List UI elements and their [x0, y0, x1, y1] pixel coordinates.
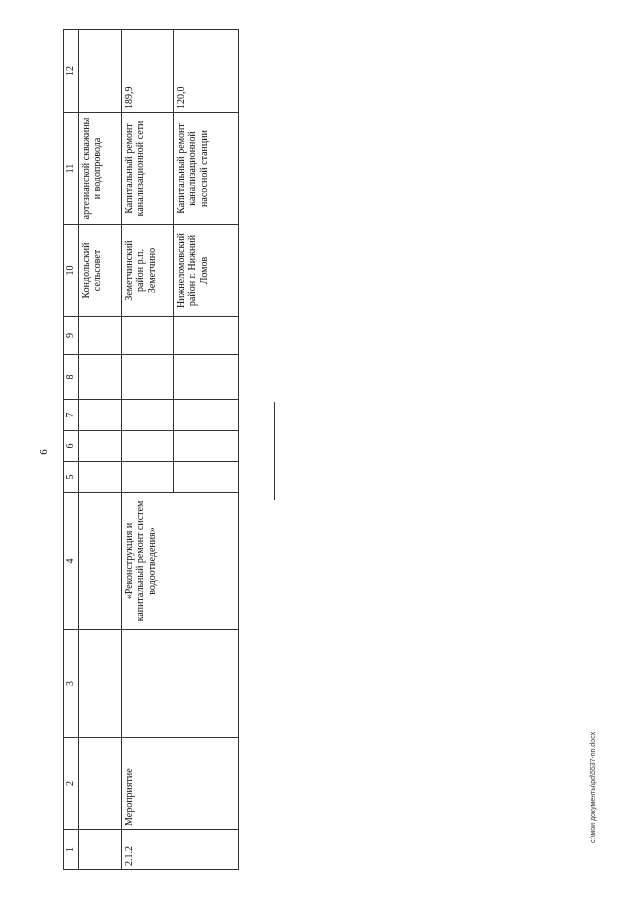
table-row [121, 30, 173, 870]
item-type-cell: Мероприятие [121, 738, 238, 830]
col-num-11: 11 [64, 113, 79, 225]
item-number-cell: 2.1.2 [121, 830, 238, 870]
col-num-10: 10 [64, 225, 79, 317]
col-num-4: 4 [64, 493, 79, 630]
amount-cell: 120,0 [173, 30, 238, 113]
measure-title-cell: «Реконструкция и капитальный ремонт систем водоотведения» [121, 493, 238, 630]
col-num-5: 5 [64, 462, 79, 493]
location-cell: Кондольский сельсовет [78, 225, 121, 317]
rotated-table-wrapper [63, 30, 243, 870]
column-number-row [64, 30, 79, 870]
col-num-3: 3 [64, 630, 79, 738]
measures-table [63, 29, 239, 870]
work-description-cell: артезианской скважины и водопровода [78, 113, 121, 225]
col-num-8: 8 [64, 355, 79, 400]
location-cell: Нижнеломовский район г. Нижний Ломов [173, 225, 238, 317]
col-num-9: 9 [64, 317, 79, 355]
page-number: 6 [37, 449, 50, 455]
file-path-footer: c:\мои документы\pd\5537-пп.docx [590, 731, 597, 843]
work-description-cell: Капитальный ремонт канализационной сети [121, 113, 173, 225]
amount-cell: 189,9 [121, 30, 173, 113]
col-num-2: 2 [64, 738, 79, 830]
col-num-6: 6 [64, 431, 79, 462]
col-num-7: 7 [64, 400, 79, 431]
work-description-cell: Капитальный ремонт канализационной насосной станции [173, 113, 238, 225]
location-cell: Земетчинский район р.п. Земетчино [121, 225, 173, 317]
col-num-12: 12 [64, 30, 79, 113]
separator-line [274, 402, 275, 500]
table-row [78, 30, 121, 870]
col-num-1: 1 [64, 830, 79, 870]
